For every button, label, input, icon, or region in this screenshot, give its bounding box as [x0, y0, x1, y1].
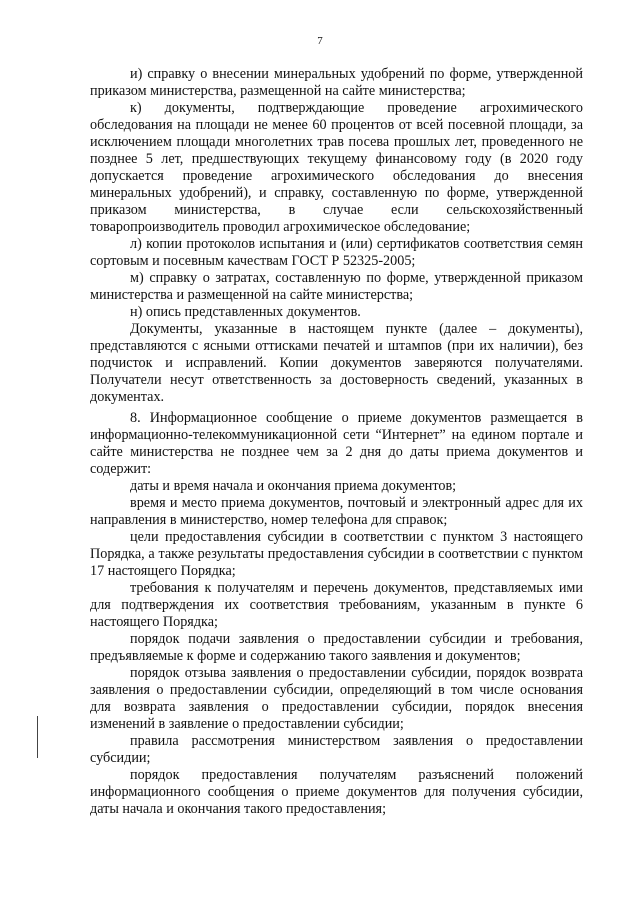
list-item-review-rules: правила рассмотрения министерством заявления о предоставлении субсидии;: [90, 733, 583, 766]
list-item-clarifications: порядок предоставления получателям разъяснений положений информационного сообщения о приеме документов для получения субсидии, даты начала и окончания такого предоставления;: [90, 767, 583, 817]
paragraph-8-information-message: 8. Информационное сообщение о приеме документов размещается в информационно-телекоммуникационной сети “Интернет” на едином портале и сайте министерства не позднее чем за 2 дня до даты приема документов и содержит:: [90, 410, 583, 477]
paragraph-k-agrochemical-survey: к) документы, подтверждающие проведение агрохимического обследования на площади не менее 60 процентов от всей посевной площади, за исключением площади многолетних трав посева прошлых лет, проведенного не позднее 5 лет, предшествующих текущему финансовому году (в 2020 году допускается проведение агрохимического обследования до внесения минеральных удобрений), и справку, составленную по форме, утвержденной приказом министерства, в случае если сельскохозяйственный товаропроизводитель проводил агрохимическое обследование;: [90, 100, 583, 235]
list-item-place-contacts: время и место приема документов, почтовый и электронный адрес для их направления в министерство, номер телефона для справок;: [90, 495, 583, 528]
paragraph-l-seed-certificates: л) копии протоколов испытания и (или) сертификатов соответствия семян сортовым и посевным качествам ГОСТ Р 52325-2005;: [90, 236, 583, 269]
paragraph-documents-requirements: Документы, указанные в настоящем пункте (далее – документы), представляются с ясными оттисками печатей и штампов (при их наличии), без подчисток и исправлений. Копии документов заверяются получателями. Получатели несут ответственность за достоверность сведений, указанных в документах.: [90, 321, 583, 405]
paragraph-m-costs-certificate: м) справку о затратах, составленную по форме, утвержденной приказом министерства и размещенной на сайте министерства;: [90, 270, 583, 303]
list-item-withdrawal-procedure: порядок отзыва заявления о предоставлении субсидии, порядок возврата заявления о предоставлении субсидии, определяющий в том числе основания для возврата заявления о предоставлении субсидии, порядок внесения изменений в заявление о предоставлении субсидии;: [90, 665, 583, 732]
list-item-application-procedure: порядок подачи заявления о предоставлении субсидии и требования, предъявляемые к форме и содержанию такого заявления и документов;: [90, 631, 583, 664]
document-body: [90, 66, 583, 818]
paragraph-n-document-inventory: н) опись представленных документов.: [130, 304, 361, 320]
margin-mark: [37, 716, 38, 758]
list-item-subsidy-goals: цели предоставления субсидии в соответствии с пунктом 3 настоящего Порядка, а также результаты предоставления субсидии в соответствии с пунктом 17 настоящего Порядка;: [90, 529, 583, 579]
list-item-recipient-requirements: требования к получателям и перечень документов, представляемых ими для подтверждения их соответствия требованиям, указанным в пункте 6 настоящего Порядка;: [90, 580, 583, 630]
paragraph-i-fertilizer-certificate: и) справку о внесении минеральных удобрений по форме, утвержденной приказом министерства, размещенной на сайте министерства;: [90, 66, 583, 99]
list-item-dates: даты и время начала и окончания приема документов;: [130, 478, 457, 494]
page-number: 7: [317, 35, 323, 47]
